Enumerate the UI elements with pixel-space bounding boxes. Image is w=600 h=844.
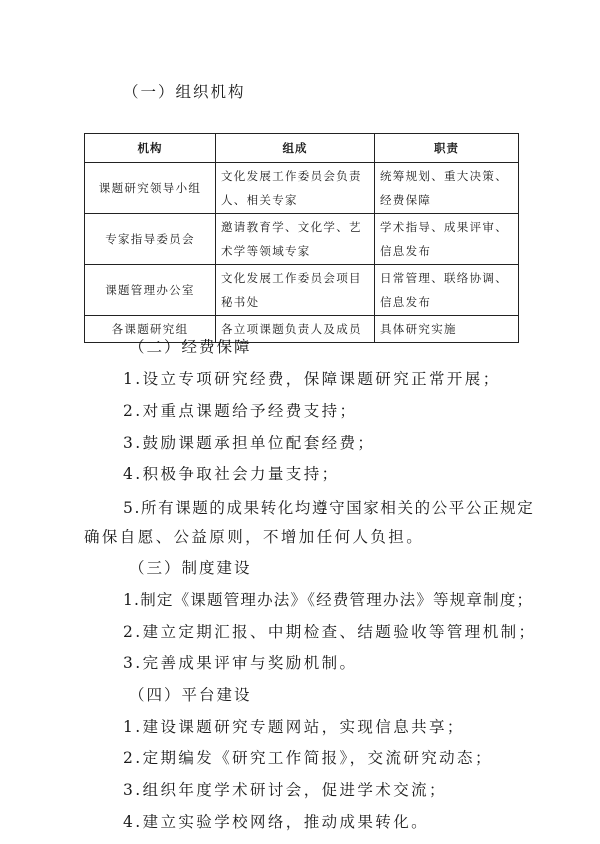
institution-item: 2.建立定期汇报、中期检查、结题验收等管理机制； xyxy=(123,623,537,641)
institution-item: 3.完善成果评审与奖励机制。 xyxy=(123,654,358,672)
table-header-cell: 机构 xyxy=(85,134,216,163)
funding-item: 1.设立专项研究经费，保障课题研究正常开展； xyxy=(123,370,501,388)
table-cell-composition: 邀请教育学、文化学、艺术学等领域专家 xyxy=(216,214,375,265)
table-cell-responsibility: 具体研究实施 xyxy=(375,316,519,343)
section-heading-funding: （二）经费保障 xyxy=(129,338,252,356)
platform-item: 3.组织年度学术研讨会，促进学术交流； xyxy=(123,781,447,799)
funding-item: 4.积极争取社会力量支持； xyxy=(123,465,340,483)
table-header-cell: 职责 xyxy=(375,134,519,163)
section-heading-organization: （一）组织机构 xyxy=(123,83,246,101)
table-cell-organization: 课题研究领导小组 xyxy=(85,163,216,214)
table-cell-organization: 各课题研究组 xyxy=(85,316,216,343)
funding-item: 2.对重点课题给予经费支持； xyxy=(123,402,358,420)
table-cell-responsibility: 学术指导、成果评审、信息发布 xyxy=(375,214,519,265)
platform-item: 1.建设课题研究专题网站，实现信息共享； xyxy=(123,718,465,736)
table-cell-composition: 各立项课题负责人及成员 xyxy=(216,316,375,343)
table-cell-composition: 文化发展工作委员会负责人、相关专家 xyxy=(216,163,375,214)
table-cell-composition: 文化发展工作委员会项目秘书处 xyxy=(216,265,375,316)
funding-item-continuation: 确保自愿、公益原则，不增加任何人负担。 xyxy=(84,528,425,546)
table-row xyxy=(85,265,519,316)
institution-item: 1.制定《课题管理办法》《经费管理办法》等规章制度； xyxy=(123,591,534,609)
table-row xyxy=(85,163,519,214)
funding-item: 5.所有课题的成果转化均遵守国家相关的公平公正规定 xyxy=(123,499,535,517)
table-cell-organization: 专家指导委员会 xyxy=(85,214,216,265)
organization-table xyxy=(84,133,519,343)
section-heading-platform: （四）平台建设 xyxy=(129,686,252,704)
funding-item: 3.鼓励课题承担单位配套经费； xyxy=(123,434,376,452)
table-cell-responsibility: 日常管理、联络协调、信息发布 xyxy=(375,265,519,316)
platform-item: 4.建立实验学校网络，推动成果转化。 xyxy=(123,813,429,831)
platform-item: 2.定期编发《研究工作简报》，交流研究动态； xyxy=(123,749,493,767)
table-cell-responsibility: 统筹规划、重大决策、经费保障 xyxy=(375,163,519,214)
table-row xyxy=(85,214,519,265)
section-heading-institutions: （三）制度建设 xyxy=(129,559,252,577)
table-cell-organization: 课题管理办公室 xyxy=(85,265,216,316)
table-header-row xyxy=(85,134,519,163)
table-header-cell: 组成 xyxy=(216,134,375,163)
